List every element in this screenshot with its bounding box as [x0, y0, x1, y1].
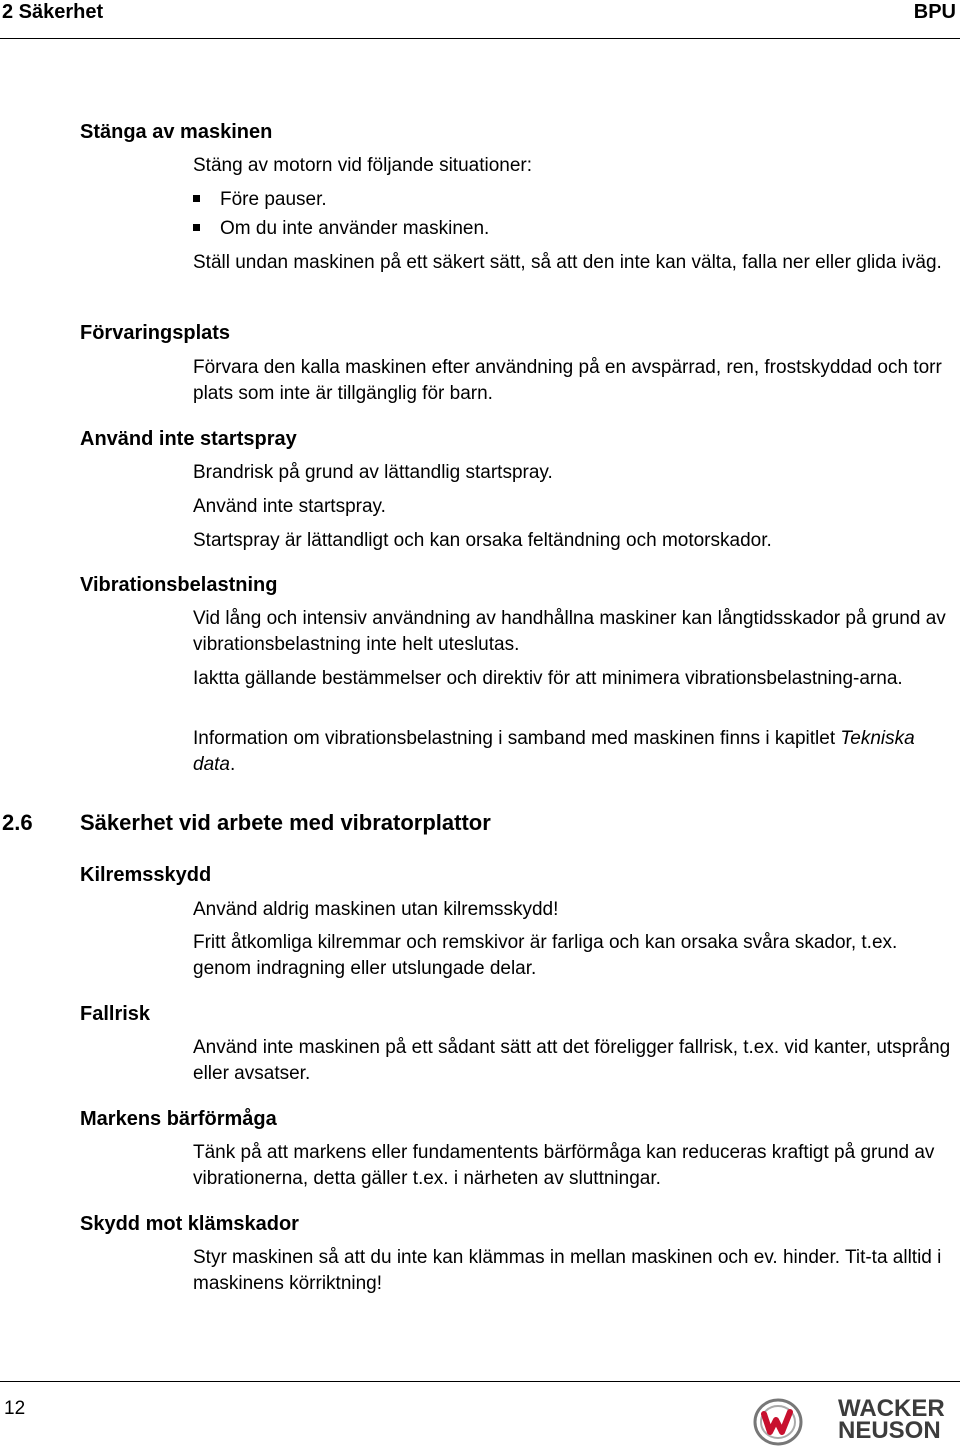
- bullet-square-icon: [193, 195, 200, 202]
- page-number: 12: [4, 1398, 26, 1419]
- heading-startspray: Använd inte startspray: [80, 428, 297, 450]
- link-tekniska-data: Tekniska data: [193, 728, 915, 775]
- vibration-p2: Iaktta gällande bestämmelser och direktiv för att minimera vibrationsbelastning-arna.: [193, 668, 903, 689]
- startspray-p3: Startspray är lättandligt och kan orsaka feltändning och motorskador.: [193, 530, 772, 551]
- kilrem-p2: Fritt åtkomliga kilremmar och remskivor är farliga och kan orsaka svåra skador, t.ex. genom indragning eller utslungade delar.: [193, 932, 898, 979]
- bullet-item: Före pauser.: [193, 187, 327, 213]
- vibration-p3: Information om vibrationsbelastning i samband med maskinen finns i kapitlet Tekniska data.: [193, 728, 915, 775]
- wacker-neuson-logo: [752, 1396, 960, 1448]
- startspray-p1: Brandrisk på grund av lättandlig startspray.: [193, 462, 553, 483]
- heading-mark: Markens bärförmåga: [80, 1108, 277, 1130]
- startspray-p2: Använd inte startspray.: [193, 496, 386, 517]
- heading-forvaring: Förvaringsplats: [80, 322, 231, 344]
- section-number: 2.6: [2, 810, 33, 835]
- vibration-p1: Vid lång och intensiv användning av handhållna maskiner kan långtidsskador på grund av vibrationsbelastning inte helt uteslutas.: [193, 608, 946, 655]
- document-code: BPU: [913, 1, 956, 23]
- page-footer: [0, 1381, 960, 1448]
- brand-text: WACKER NEUSON: [838, 1395, 945, 1444]
- mark-p1: Tänk på att markens eller fundamentents bärförmåga kan reduceras kraftigt på grund av vibrationerna, detta gäller t.ex. i närheten av sluttningar.: [193, 1142, 935, 1189]
- stanga-intro: Stäng av motorn vid följande situationer:: [193, 155, 533, 176]
- heading-fallrisk: Fallrisk: [80, 1003, 151, 1025]
- page-header: [0, 0, 960, 39]
- heading-kilrem: Kilremsskydd: [80, 864, 212, 886]
- klam-p1: Styr maskinen så att du inte kan klämmas in mellan maskinen och ev. hinder. Tit-ta alltid i maskinens körriktning!: [193, 1247, 942, 1294]
- heading-vibration: Vibrationsbelastning: [80, 574, 278, 596]
- heading-stanga: Stänga av maskinen: [80, 121, 273, 143]
- brand-emblem-icon: [752, 1396, 804, 1448]
- section-title: Säkerhet vid arbete med vibratorplattor: [80, 810, 491, 835]
- fallrisk-p1: Använd inte maskinen på ett sådant sätt att det föreligger fallrisk, t.ex. vid kanter, utsprång eller avsatser.: [193, 1037, 951, 1084]
- bullet-item: Om du inte använder maskinen.: [193, 216, 489, 242]
- kilrem-p1: Använd aldrig maskinen utan kilremsskydd!: [193, 899, 559, 920]
- chapter-title: 2 Säkerhet: [2, 1, 104, 23]
- stanga-text: Ställ undan maskinen på ett säkert sätt, så att den inte kan välta, falla ner eller glida iväg.: [193, 252, 942, 273]
- heading-klam: Skydd mot klämskador: [80, 1213, 299, 1235]
- bullet-square-icon: [193, 224, 200, 231]
- forvaring-text: Förvara den kalla maskinen efter användning på en avspärrad, ren, frostskyddad och torr plats som inte är tillgänglig för barn.: [193, 357, 942, 404]
